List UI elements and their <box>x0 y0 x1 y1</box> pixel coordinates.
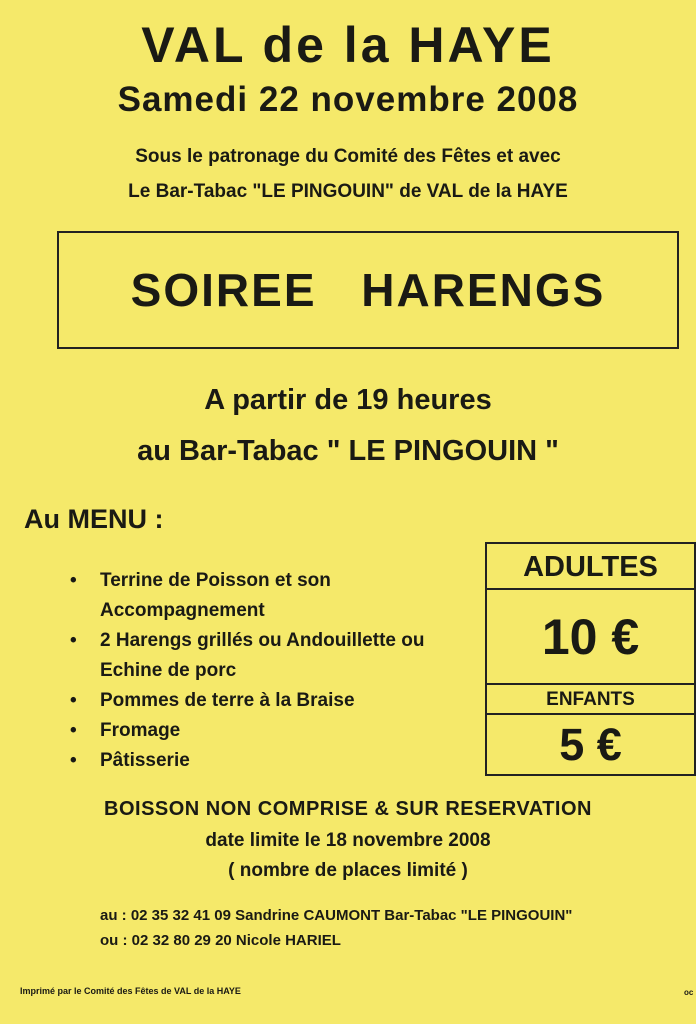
price-table <box>485 542 696 776</box>
booking-notice: BOISSON NON COMPRISE & SUR RESERVATION <box>104 798 592 820</box>
menu-list <box>68 566 468 776</box>
event-time: A partir de 19 heures <box>204 384 492 416</box>
adults-label: ADULTES <box>487 544 694 590</box>
menu-item <box>68 686 468 716</box>
booking-limit-note: ( nombre de places limité ) <box>228 860 468 881</box>
menu-item-text: 2 Harengs grillés ou Andouillette ou Echine de porc <box>100 630 425 681</box>
event-date: Samedi 22 novembre 2008 <box>117 80 579 119</box>
menu-item-text: Fromage <box>100 720 181 741</box>
children-price: 5 € <box>559 719 622 770</box>
menu-title: Au MENU : <box>24 504 164 534</box>
bullet: • <box>70 720 77 741</box>
patronage-line-2: Le Bar-Tabac "LE PINGOUIN" de VAL de la HAYE <box>128 181 568 202</box>
contact-line: ou : 02 32 80 29 20 Nicole HARIEL <box>100 932 341 949</box>
corner-mark: oc <box>684 988 694 997</box>
printer-credit: Imprimé par le Comité des Fêtes de VAL de la HAYE <box>20 986 241 996</box>
booking-deadline: date limite le 18 novembre 2008 <box>205 830 491 851</box>
menu-item-text: Terrine de Poisson et son Accompagnement <box>100 570 331 621</box>
menu-item <box>68 716 468 746</box>
event-name: SOIREE HARENGS <box>130 264 606 316</box>
menu-item-text: Pommes de terre à la Braise <box>100 690 355 711</box>
adults-price: 10 € <box>487 590 694 685</box>
event-name-box <box>57 231 679 349</box>
menu-item <box>68 746 468 776</box>
bullet: • <box>70 690 77 711</box>
menu-item-text: Pâtisserie <box>100 750 190 771</box>
menu-item <box>68 626 468 686</box>
contact-line: au : 02 35 32 41 09 Sandrine CAUMONT Bar-Tabac "LE PINGOUIN" <box>100 907 573 924</box>
bullet: • <box>70 750 77 771</box>
menu-item <box>68 566 468 626</box>
patronage-line-1: Sous le patronage du Comité des Fêtes et avec <box>135 146 561 167</box>
bullet: • <box>70 570 77 591</box>
children-label: ENFANTS <box>487 685 694 715</box>
poster-title: VAL de la HAYE <box>141 17 555 73</box>
bullet: • <box>70 630 77 651</box>
event-venue: au Bar-Tabac " LE PINGOUIN " <box>137 435 559 467</box>
